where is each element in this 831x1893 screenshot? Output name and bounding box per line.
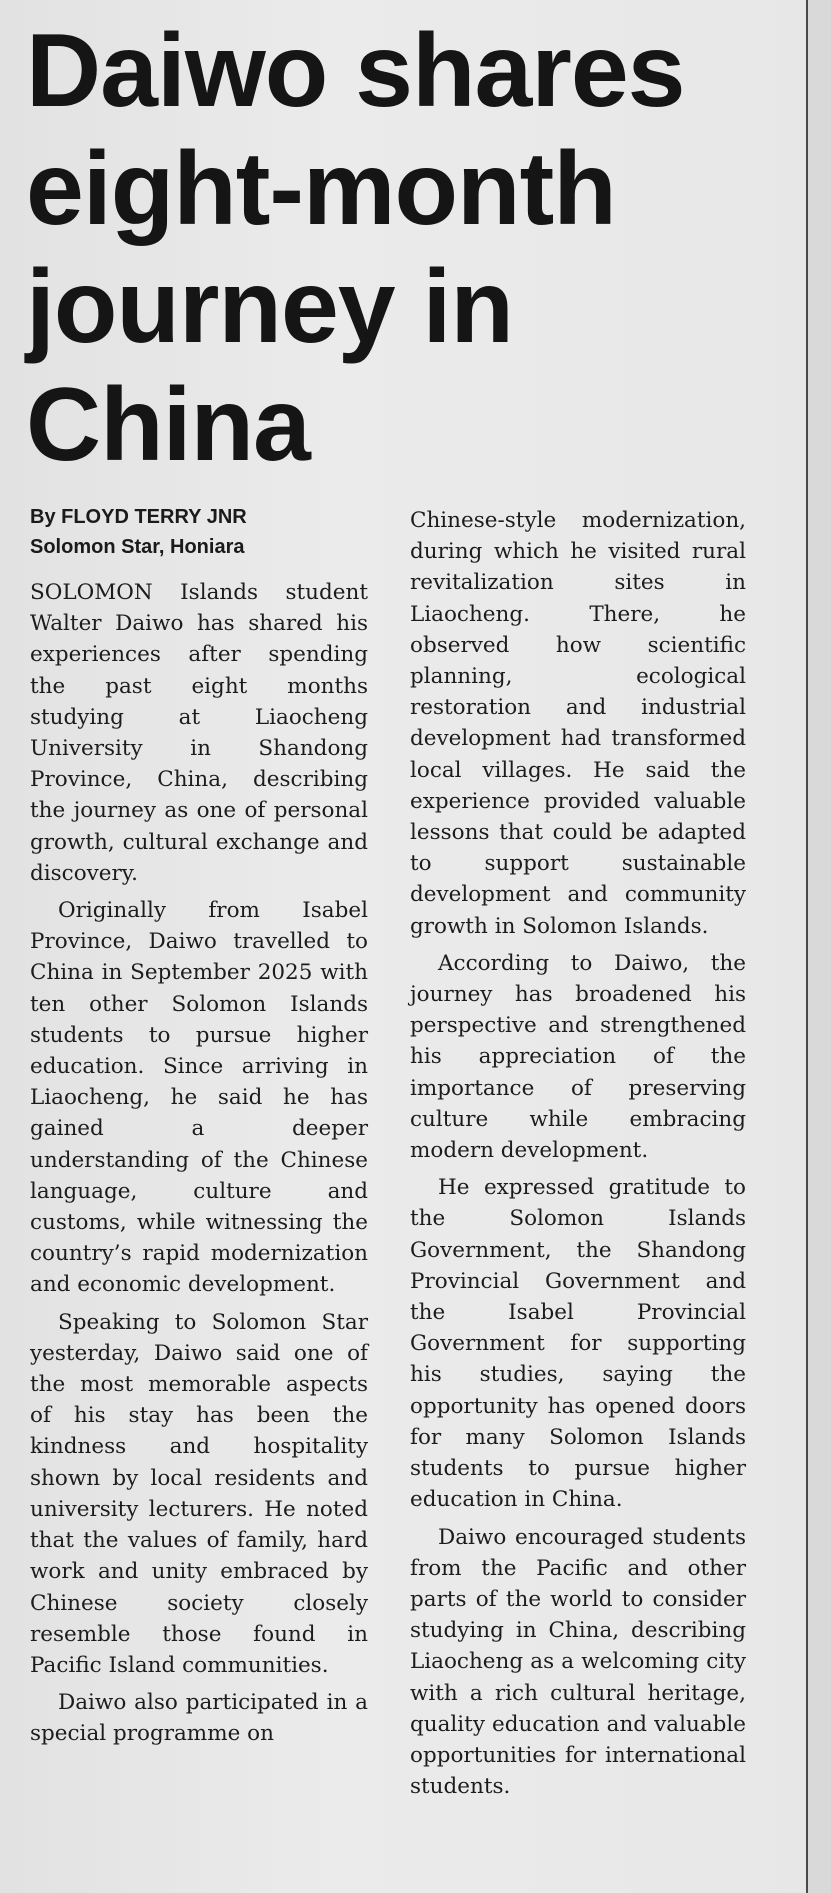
byline bbox=[30, 502, 390, 562]
headline: Daiwo shares eight-month journey in China bbox=[26, 13, 685, 483]
paragraph: According to Daiwo, the journey has broadened his perspective and strengthened his appreciation of the importance of preserving culture while embracing modern development. bbox=[410, 950, 746, 1164]
paragraph: Daiwo encouraged students from the Pacific and other parts of the world to consider studying in China, describing Liaocheng as a welcoming city with a rich cultural heritage, quality education and valuable opportunities for international students. bbox=[410, 1524, 746, 1800]
paragraph: Daiwo also participated in a special programme on bbox=[30, 1690, 368, 1747]
paragraph: He expressed gratitude to the Solomon Islands Government, the Shandong Provincial Government and the Isabel Provincial Government for supporting his studies, saying the opportunity has opened doors for many Solomon Islands students to pursue higher education in China. bbox=[410, 1175, 746, 1513]
paragraph: Chinese-style modernization, during which he visited rural revitalization sites in Liaocheng. There, he observed how scientific planning, ecological restoration and industrial development had transformed local villages. He said the experience provided valuable lessons that could be adapted to support sustainable development and community growth in Solomon Islands. bbox=[410, 508, 746, 939]
paragraph: SOLOMON Islands student Walter Daiwo has shared his experiences after spending the past eight months studying at Liaocheng University in Shandong Province, China, describing the journey as one of personal growth, cultural exchange and discovery. bbox=[30, 580, 368, 886]
page-margin bbox=[808, 0, 831, 1893]
byline-source: Solomon Star, Honiara bbox=[30, 536, 245, 558]
paragraph: Originally from Isabel Province, Daiwo travelled to China in September 2025 with ten other Solomon Islands students to pursue higher education. Since arriving in Liaocheng, he said he has gained a deeper understanding of the Chinese language, culture and customs, while witnessing the country’s rapid modernization and economic development. bbox=[30, 898, 368, 1298]
byline-author: By FLOYD TERRY JNR bbox=[30, 506, 247, 528]
paragraph: Speaking to Solomon Star yesterday, Daiwo said one of the most memorable aspects of his stay has been the kindness and hospitality shown by local residents and university lecturers. He noted that the values of family, hard work and unity embraced by Chinese society closely resemble those found in Pacific Island communities. bbox=[30, 1309, 368, 1678]
article-column-1 bbox=[30, 577, 368, 1750]
article-column-2 bbox=[410, 505, 746, 1802]
